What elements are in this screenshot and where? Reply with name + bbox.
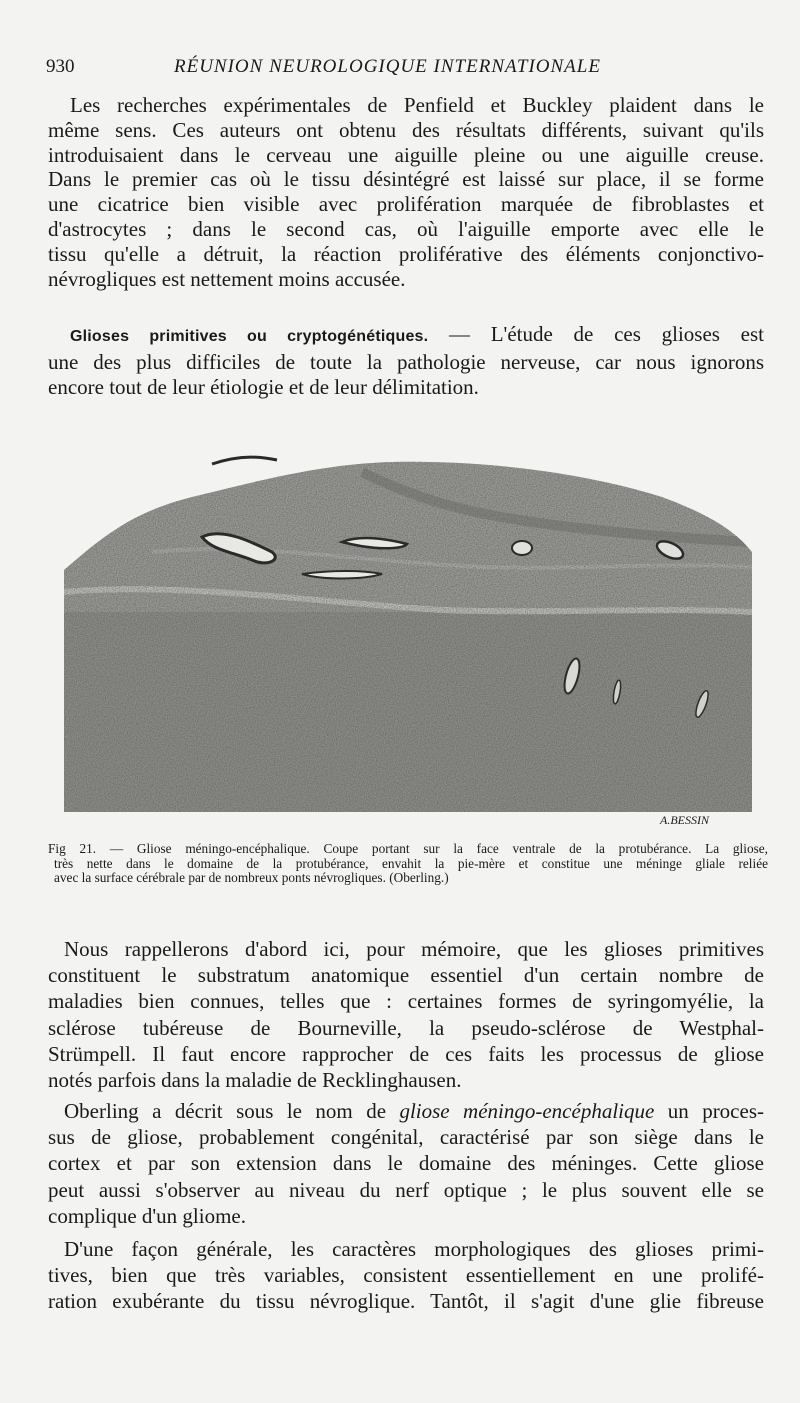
tissue-section <box>62 442 754 827</box>
text-line <box>48 322 764 350</box>
text-line: Nous rappellerons d'abord ici, pour mémoire, que les glioses primitives <box>64 937 764 961</box>
text-line: introduisaient dans le cerveau une aiguille pleine ou une aiguille creuse. <box>48 142 764 167</box>
text-line: tissu qu'elle a détruit, la réaction proliférative des éléments conjonctivo- <box>48 241 764 266</box>
text-line: névrogliques est nettement moins accusée. <box>48 266 406 291</box>
text-line: Dans le premier cas où le tissu désintégré est laissé sur place, il se forme <box>48 167 764 192</box>
caption-line: très nette dans le domaine de la protubérance, envahit la pie-mère et constitue une méninge gliale reliée <box>54 855 768 871</box>
text-line: notés parfois dans la maladie de Recklinghausen. <box>48 1068 462 1093</box>
text-line: complique d'un gliome. <box>48 1203 247 1228</box>
text-line: sclérose tubéreuse de Bourneville, la pseudo-sclérose de Westphal- <box>48 1015 764 1040</box>
text-line: une des plus difficiles de toute la pathologie nerveuse, car nous ignorons <box>48 349 764 374</box>
text-line: ration exubérante du tissu névroglique. Tantôt, il s'agit d'une glie fibreuse <box>48 1289 764 1314</box>
paragraph-2 <box>48 322 764 399</box>
text-line: même sens. Ces auteurs ont obtenu des résultats différents, suivant qu'ils <box>48 117 764 142</box>
text-line: constituent le substratum anatomique essentiel d'un certain nombre de <box>48 963 764 988</box>
text-line: tives, bien que très variables, consistent essentiellement en une prolifé- <box>48 1263 764 1288</box>
text-line: encore tout de leur étiologie et de leur délimitation. <box>48 374 479 399</box>
section-heading: Glioses primitives ou cryptogénétiques. <box>70 328 429 345</box>
page-header <box>46 56 760 82</box>
text-line: d'astrocytes ; dans le second cas, où l'aiguille emporte avec elle le <box>48 216 764 241</box>
text-line: Strümpell. Il faut encore rapprocher de ces faits les processus de gliose <box>48 1041 764 1066</box>
text-line <box>48 1098 764 1124</box>
running-title: RÉUNION NEUROLOGIQUE INTERNATIONALE <box>174 56 601 77</box>
text-fragment: un proces- <box>654 1099 764 1123</box>
paragraph-5 <box>48 1236 764 1315</box>
caption-line: avec la surface cérébrale par de nombreux ponts névrogliques. (Oberling.) <box>54 870 449 886</box>
text-line: D'une façon générale, les caractères morphologiques des glioses primi- <box>64 1237 764 1261</box>
text-line: une cicatrice bien visible avec prolifération marquée de fibroblastes et <box>48 192 764 217</box>
text-line: maladies bien connues, telles que : certaines formes de syringomyélie, la <box>48 989 764 1014</box>
histology-figure <box>62 442 754 827</box>
artist-signature: A.BESSIN <box>660 813 709 827</box>
text-line: sus de gliose, probablement congénital, caractérisé par son siège dans le <box>48 1125 764 1150</box>
paragraph-4 <box>48 1098 764 1229</box>
text-line: cortex et par son extension dans le domaine des méninges. Cette gliose <box>48 1151 764 1176</box>
text-line: Les recherches expérimentales de Penfield et Buckley plaident dans le <box>70 93 764 117</box>
paragraph-3 <box>48 936 764 1093</box>
page-number: 930 <box>46 56 75 77</box>
caption-line: Fig 21. — Gliose méningo-encéphalique. Coupe portant sur la face ventrale de la protubérance. La gliose, <box>48 841 768 856</box>
text-fragment: Oberling a décrit sous le nom de <box>64 1099 400 1123</box>
emphasized-term: gliose méningo-encéphalique <box>399 1099 655 1123</box>
text-line: peut aussi s'observer au niveau du nerf optique ; le plus souvent elle se <box>48 1177 764 1202</box>
figure-caption <box>48 842 768 886</box>
heading-continuation: — L'étude de ces glioses est <box>428 322 764 346</box>
paragraph-1 <box>48 93 764 291</box>
